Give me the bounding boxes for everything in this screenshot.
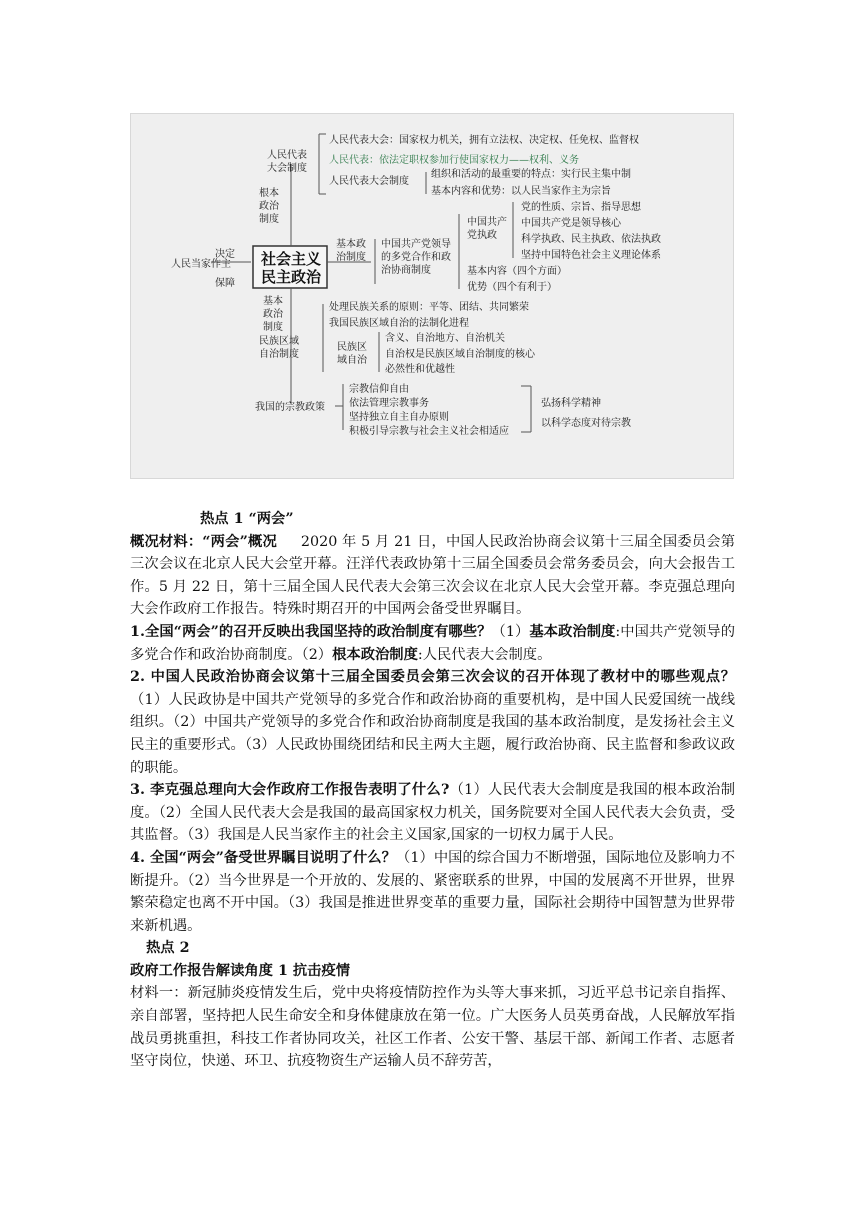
- religion-item-2: 依法管理宗教事务: [349, 398, 429, 409]
- concept-map-svg: [131, 114, 733, 478]
- q3-answer: （1）人民代表大会制度是我国的根本政治制度。（2）全国人民代表大会是我国的最高国家权力机关，国务院要对全国人民代表大会负责，受其监督。（3）我国是人民当家作主的社会主义国家,国家的一切权力属于人民。: [130, 782, 735, 844]
- ethnic-item-1: 处理民族关系的原则：平等、团结、共同繁荣: [329, 302, 529, 313]
- q1-answer-bold-1: 基本政治制度: [529, 623, 616, 640]
- congress-label: 人民代表大会制度: [267, 150, 307, 174]
- ethnic-auto-1: 含义、自治地方、自治机关: [385, 333, 505, 344]
- congress-item-3-head: 人民代表大会制度: [329, 176, 409, 187]
- basic-label-2: 基本政治制度: [263, 296, 283, 333]
- cpc-rule-3: 科学执政、民主执政、依法执政: [521, 234, 661, 245]
- q2-paragraph: [130, 666, 735, 779]
- congress-item-3a: 组织和活动的最重要的特点：实行民主集中制: [431, 169, 631, 180]
- cpc-rule-4: 坚持中国特色社会主义理论体系: [521, 250, 661, 261]
- overview-label: 概况材料：“两会”概况: [130, 533, 277, 550]
- q1-answer-part: :人民代表大会制度。: [417, 646, 552, 663]
- ethnic-auto: 民族区域自治: [337, 342, 367, 366]
- guarantee-label: 保障: [215, 278, 235, 289]
- q1-answer-part: （1）: [491, 623, 530, 640]
- congress-item-2: 人民代表：依法定职权参加行使国家权力——权利、义务: [329, 155, 579, 166]
- overview-paragraph: [130, 531, 735, 621]
- decide-label: 决定: [215, 249, 235, 260]
- cpc-rule: 中国共产党执政: [467, 217, 507, 241]
- q1-question: 1.全国“两会”的召开反映出我国坚持的政治制度有哪些？: [130, 623, 492, 640]
- ethnic-auto-2: 自治权是民族区域自治制度的核心: [385, 349, 535, 360]
- religion-right-1: 弘扬科学精神: [541, 398, 601, 409]
- cpc-label: 中国共产党领导的多党合作和政治协商制度: [381, 239, 451, 276]
- cpc-rule-2: 中国共产党是领导核心: [521, 218, 621, 229]
- congress-item-3b: 基本内容和优势：以人民当家作主为宗旨: [431, 186, 611, 197]
- article-body: [130, 508, 735, 1073]
- q3-paragraph: [130, 779, 735, 847]
- concept-map: [130, 113, 734, 479]
- ethnic-item-2: 我国民族区域自治的法制化进程: [329, 318, 469, 329]
- religion-right-2: 以科学态度对待宗教: [541, 418, 631, 429]
- q1-answer-part: :中国共产党领导的多党合作和政治协商制度。（2）: [130, 623, 735, 663]
- q2-answer: （1）人民政协是中国共产党领导的多党合作和政治协商的重要机构，是中国人民爱国统一战线组织。（2）中国共产党领导的多党合作和政治协商制度是我国的基本政治制度，是发扬社会主义民主的重要形式。（3）人民政协围绕团结和民主两大主题，履行政治协商、民主监督和参政议政的职能。: [130, 691, 735, 776]
- cpc-rule-1: 党的性质、宗旨、指导思想: [521, 202, 641, 213]
- fund-label: 根本政治制度: [259, 188, 279, 225]
- cpc-advantage: 优势（四个有利于）: [467, 282, 557, 293]
- q4-question: 4. 全国“两会”备受世界瞩目说明了什么？: [130, 849, 396, 866]
- gov-title-text: 政府工作报告解读角度 1 抗击疫情: [130, 962, 351, 979]
- congress-item-1: 人民代表大会：国家权力机关，拥有立法权、决定权、任免权、监督权: [329, 135, 639, 146]
- material-1: 材料一：新冠肺炎疫情发生后，党中央将疫情防控作为头等大事来抓，习近平总书记亲自指挥、亲自部署，坚持把人民生命安全和身体健康放在第一位。广大医务人员英勇奋战，人民解放军指战员勇挑重担，科技工作者协同攻关，社区工作者、公安干警、基层干部、新闻工作者、志愿者坚守岗位，快递、环卫、抗疫物资生产运输人员不辞劳苦，: [130, 985, 735, 1070]
- center-title-2: 民主政治: [261, 268, 322, 286]
- overview-text: 2020 年 5 月 21 日，中国人民政治协商会议第十三届全国委员会第三次会议在北京人民大会堂开幕。汪洋代表政协第十三届全国委员会常务委员会，向大会报告工作。5 月 22 日，第十三届全国人民代表大会第三次会议在北京人民大会堂开幕。李克强总理向大会作政府工作报告。特殊时期召开的中国两会备受世界瞩目。: [130, 533, 735, 618]
- root-label: 人民当家作主: [171, 259, 231, 270]
- q2-question: 2. 中国人民政治协商会议第十三届全国委员会第三次会议的召开体现了教材中的哪些观点？: [130, 669, 735, 686]
- gov-title: [130, 960, 735, 983]
- cpc-content: 基本内容（四个方面）: [467, 266, 567, 277]
- religion-item-1: 宗教信仰自由: [349, 384, 409, 395]
- q4-answer: （1）中国的综合国力不断增强，国际地位及影响力不断提升。（2）当今世界是一个开放的、发展的、紧密联系的世界，中国的发展离不开世界，世界繁荣稳定也离不开中国。（3）我国是推进世界变革的重要力量，国际社会期待中国智慧为世界带来新机遇。: [130, 849, 735, 934]
- q1-paragraph: [130, 621, 735, 666]
- q4-paragraph: [130, 847, 735, 937]
- religion-item-3: 坚持独立自主自办原则: [349, 412, 449, 423]
- center-title-1: 社会主义: [261, 250, 322, 268]
- hot2-title: 热点 2: [146, 940, 190, 957]
- hot1-title: 热点 1 “两会”: [200, 511, 294, 527]
- ethnic-auto-3: 必然性和优越性: [385, 364, 455, 375]
- ethnic-label: 民族区域自治制度: [259, 336, 299, 360]
- religion-label: 我国的宗教政策: [255, 402, 325, 413]
- q3-question: 3. 李克强总理向大会作政府工作报告表明了什么?: [130, 782, 450, 799]
- q1-answer-bold-2: 根本政治制度: [332, 646, 418, 663]
- basic-label: 基本政治制度: [336, 239, 366, 263]
- religion-item-4: 积极引导宗教与社会主义社会相适应: [349, 426, 509, 437]
